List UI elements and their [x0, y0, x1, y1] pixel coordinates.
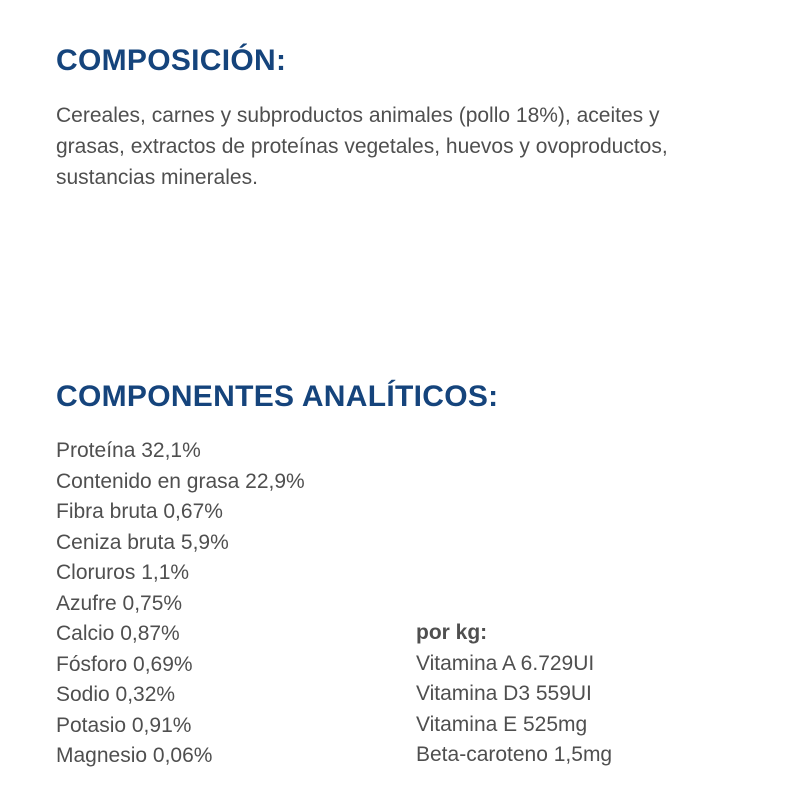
nutrient-line: Ceniza bruta 5,9%: [56, 530, 229, 554]
analytical-components-title: COMPONENTES ANALÍTICOS:: [56, 380, 499, 413]
composition-title: COMPOSICIÓN:: [56, 44, 287, 77]
nutrient-list: [56, 436, 416, 772]
nutrient-line: Magnesio 0,06%: [56, 744, 213, 767]
vitamin-line: Vitamina A 6.729UI: [416, 651, 595, 675]
vitamin-list: [416, 436, 736, 771]
nutrient-line: Azufre 0,75%: [56, 591, 183, 615]
vitamins-per-kg-heading: por kg:: [416, 621, 488, 644]
nutrient-line: Fósforo 0,69%: [56, 652, 193, 676]
composition-section: [56, 44, 746, 193]
analytical-columns: [56, 436, 756, 772]
nutrient-line: Potasio 0,91%: [56, 713, 192, 737]
vitamin-line: Vitamina D3 559UI: [416, 682, 592, 705]
vitamin-line: Vitamina E 525mg: [416, 712, 588, 736]
nutrient-line: Calcio 0,87%: [56, 622, 180, 645]
composition-text: Cereales, carnes y subproductos animales (pollo 18%), aceites y grasas, extractos de proteínas vegetales, huevos y ovoproductos, sustancias minerales.: [56, 104, 668, 189]
analytical-components-section: [56, 380, 756, 772]
vitamin-line: Beta-caroteno 1,5mg: [416, 743, 613, 766]
nutrient-line: Cloruros 1,1%: [56, 561, 190, 584]
nutrient-line: Sodio 0,32%: [56, 683, 176, 706]
nutrient-line: Contenido en grasa 22,9%: [56, 469, 305, 493]
nutrient-line: Fibra bruta 0,67%: [56, 500, 223, 523]
nutrient-line: Proteína 32,1%: [56, 439, 201, 462]
